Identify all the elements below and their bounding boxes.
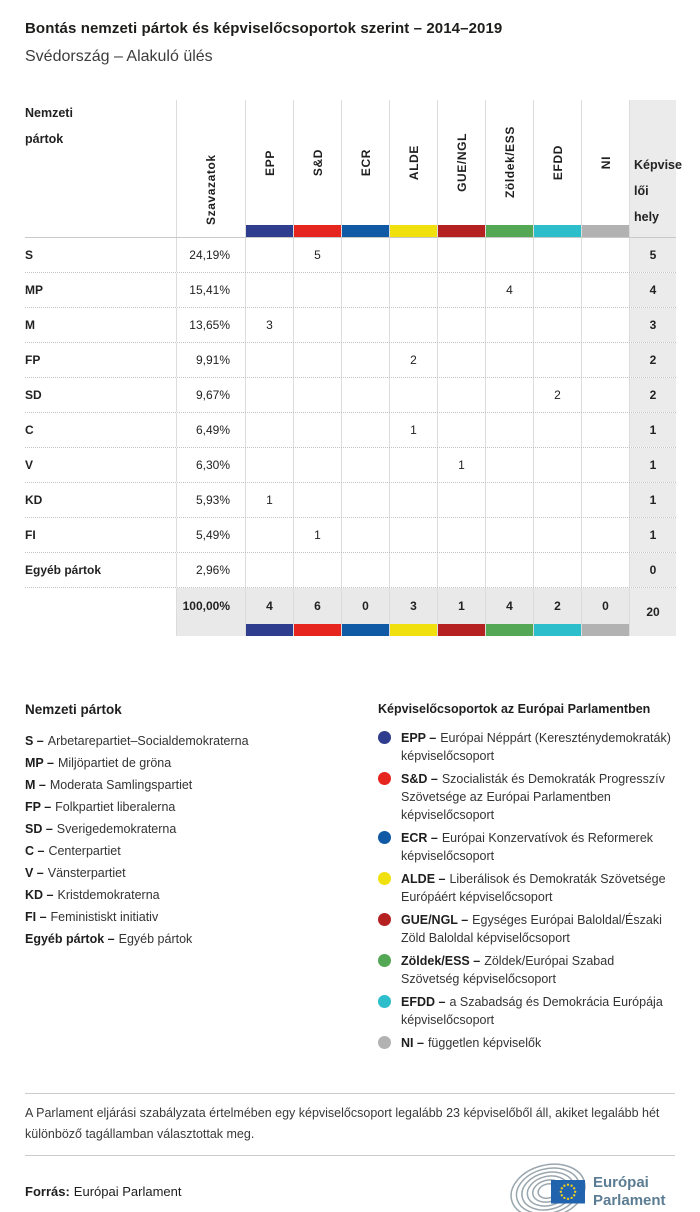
group-color-bar bbox=[582, 225, 629, 237]
seat-cell bbox=[485, 483, 533, 517]
seat-cell bbox=[245, 413, 293, 447]
group-description bbox=[401, 993, 675, 1029]
group-desc: Zöldek/Európai Szabad Szövetség képviselőcsoport bbox=[401, 954, 615, 986]
seat-cell bbox=[341, 308, 389, 342]
votes-percent: 5,93% bbox=[176, 483, 245, 517]
seat-cell bbox=[293, 413, 341, 447]
group-header-label: S&D bbox=[310, 148, 325, 177]
seat-cell bbox=[437, 308, 485, 342]
seats-column-header bbox=[629, 100, 682, 237]
results-table bbox=[25, 100, 682, 636]
seat-cell: 1 bbox=[437, 448, 485, 482]
party-abbr: M – bbox=[25, 778, 46, 792]
seat-cell bbox=[293, 343, 341, 377]
group-header-label: GUE/NGL bbox=[454, 133, 469, 192]
votes-percent: 13,65% bbox=[176, 308, 245, 342]
seat-cell bbox=[389, 553, 437, 587]
party-name: Folkpartiet liberalerna bbox=[55, 800, 176, 814]
party-abbr: FI – bbox=[25, 910, 47, 924]
group-color-bar bbox=[486, 624, 533, 636]
european-parliament-logo bbox=[506, 1162, 678, 1212]
totals-value: 3 bbox=[410, 599, 417, 613]
legend-party-item bbox=[25, 752, 378, 774]
party-name: Vänsterpartiet bbox=[47, 866, 126, 880]
seat-cell bbox=[437, 518, 485, 552]
group-color-dot bbox=[378, 731, 391, 744]
votes-header-label: Szavazatok bbox=[204, 154, 218, 225]
seat-cell bbox=[245, 378, 293, 412]
group-color-bar bbox=[246, 225, 293, 237]
group-header-label: ECR bbox=[358, 148, 373, 177]
party-abbr: V bbox=[25, 458, 34, 472]
group-column-header-sd bbox=[293, 100, 341, 237]
seat-cell bbox=[533, 483, 581, 517]
group-abbr: EPP – bbox=[401, 731, 437, 745]
party-header-line1: Nemzeti bbox=[25, 106, 73, 120]
seat-cell bbox=[437, 238, 485, 272]
totals-group-cell bbox=[437, 588, 485, 636]
seat-cell bbox=[533, 413, 581, 447]
group-description bbox=[401, 729, 675, 765]
group-color-bar bbox=[246, 624, 293, 636]
total-seats-cell: 1 bbox=[629, 483, 676, 517]
seat-cell bbox=[437, 553, 485, 587]
totals-group-cell bbox=[341, 588, 389, 636]
seat-cell bbox=[341, 343, 389, 377]
group-color-bar bbox=[294, 225, 341, 237]
party-name: Centerpartiet bbox=[48, 844, 121, 858]
group-header-label: EPP bbox=[262, 149, 277, 176]
group-column-header-alde bbox=[389, 100, 437, 237]
legends bbox=[0, 702, 700, 1057]
group-color-dot bbox=[378, 1036, 391, 1049]
table-row bbox=[25, 518, 676, 553]
total-seats-cell: 0 bbox=[629, 553, 676, 587]
legend-groups-heading: Képviselőcsoportok az Európai Parlamentben bbox=[378, 702, 651, 716]
votes-percent: 15,41% bbox=[176, 273, 245, 307]
party-abbr: V – bbox=[25, 866, 44, 880]
legend-party-item bbox=[25, 928, 378, 950]
seat-cell bbox=[389, 308, 437, 342]
group-description bbox=[401, 911, 675, 947]
seat-cell bbox=[581, 378, 629, 412]
seat-cell: 2 bbox=[533, 378, 581, 412]
source-line bbox=[25, 1184, 181, 1199]
page-subtitle: Svédország – Alakuló ülés bbox=[25, 48, 213, 65]
legend-party-item bbox=[25, 884, 378, 906]
legend-political-groups bbox=[378, 702, 675, 1057]
group-column-header-guengl bbox=[437, 100, 485, 237]
seat-cell: 5 bbox=[293, 238, 341, 272]
seat-cell bbox=[485, 413, 533, 447]
group-column-header-ecr bbox=[341, 100, 389, 237]
party-abbr: MP bbox=[25, 283, 43, 297]
party-column-header bbox=[25, 100, 176, 237]
totals-value: 4 bbox=[506, 599, 513, 613]
legend-group-item bbox=[378, 1034, 675, 1052]
total-seats-cell: 2 bbox=[629, 343, 676, 377]
legend-group-item bbox=[378, 729, 675, 765]
seat-cell bbox=[533, 553, 581, 587]
totals-group-cell bbox=[581, 588, 629, 636]
seat-cell bbox=[581, 343, 629, 377]
seat-cell bbox=[581, 413, 629, 447]
seat-cell bbox=[437, 343, 485, 377]
group-column-header-efdd bbox=[533, 100, 581, 237]
party-name: Kristdemokraterna bbox=[57, 888, 160, 902]
seat-cell bbox=[437, 378, 485, 412]
party-name: Feministiskt initiativ bbox=[50, 910, 159, 924]
seat-cell: 1 bbox=[389, 413, 437, 447]
party-abbr: Egyéb pártok bbox=[25, 563, 102, 577]
table-row bbox=[25, 413, 676, 448]
header bbox=[0, 0, 700, 66]
totals-votes: 100,00% bbox=[176, 588, 245, 636]
legend-group-item bbox=[378, 829, 675, 865]
total-seats-cell: 1 bbox=[629, 413, 676, 447]
group-color-dot bbox=[378, 872, 391, 885]
group-header-label: ALDE bbox=[406, 144, 421, 181]
seat-cell bbox=[389, 483, 437, 517]
totals-group-cell bbox=[485, 588, 533, 636]
group-header-label: NI bbox=[598, 155, 613, 170]
seat-cell bbox=[533, 308, 581, 342]
group-abbr: ECR – bbox=[401, 831, 438, 845]
legend-party-item bbox=[25, 796, 378, 818]
page-title: Bontás nemzeti pártok és képviselőcsoportok szerint – 2014–2019 bbox=[25, 20, 503, 37]
seat-cell bbox=[437, 273, 485, 307]
party-abbr: Egyéb pártok – bbox=[25, 932, 115, 946]
seat-cell bbox=[581, 553, 629, 587]
seat-cell bbox=[341, 238, 389, 272]
logo-text-line1: Európai bbox=[593, 1174, 649, 1191]
seat-cell bbox=[341, 518, 389, 552]
legend-party-item bbox=[25, 840, 378, 862]
group-desc: Egységes Európai Baloldal/Északi Zöld Baloldal képviselőcsoport bbox=[401, 913, 662, 945]
table-row bbox=[25, 378, 676, 413]
group-description bbox=[401, 870, 675, 906]
party-abbr: FI bbox=[25, 528, 36, 542]
seat-cell bbox=[485, 378, 533, 412]
seat-cell bbox=[485, 553, 533, 587]
total-seats-cell: 1 bbox=[629, 448, 676, 482]
seat-cell bbox=[245, 553, 293, 587]
seat-cell bbox=[533, 273, 581, 307]
seat-cell bbox=[341, 273, 389, 307]
seat-cell bbox=[533, 343, 581, 377]
seat-cell bbox=[389, 273, 437, 307]
seat-cell bbox=[293, 378, 341, 412]
group-color-bar bbox=[294, 624, 341, 636]
seat-cell bbox=[581, 273, 629, 307]
party-abbr: KD – bbox=[25, 888, 54, 902]
group-desc: független képviselők bbox=[427, 1036, 542, 1050]
legend-party-item bbox=[25, 730, 378, 752]
votes-percent: 6,49% bbox=[176, 413, 245, 447]
totals-group-cell bbox=[533, 588, 581, 636]
seat-cell bbox=[485, 343, 533, 377]
seat-cell bbox=[341, 483, 389, 517]
seat-cell bbox=[245, 448, 293, 482]
votes-percent: 6,30% bbox=[176, 448, 245, 482]
totals-seats: 20 bbox=[629, 588, 676, 636]
group-desc: Liberálisok és Demokraták Szövetsége Európáért képviselőcsoport bbox=[401, 872, 666, 904]
legend-party-item bbox=[25, 906, 378, 928]
total-seats-cell: 4 bbox=[629, 273, 676, 307]
group-color-dot bbox=[378, 995, 391, 1008]
party-name: Egyéb pártok bbox=[118, 932, 193, 946]
totals-group-cell bbox=[389, 588, 437, 636]
footnote: A Parlament eljárási szabályzata értelmében egy képviselőcsoport legalább 23 képviselőből áll, akiket legalább hét különböző tagállamban választottak meg. bbox=[25, 1106, 660, 1141]
votes-percent: 9,67% bbox=[176, 378, 245, 412]
party-name: Arbetarepartiet–Socialdemokraterna bbox=[47, 734, 249, 748]
seat-cell bbox=[389, 518, 437, 552]
party-abbr: SD – bbox=[25, 822, 53, 836]
group-description bbox=[401, 829, 675, 865]
seat-cell bbox=[245, 343, 293, 377]
seat-cell: 2 bbox=[389, 343, 437, 377]
votes-column-header bbox=[176, 100, 245, 237]
legend-group-item bbox=[378, 770, 675, 824]
group-description bbox=[401, 1034, 541, 1052]
group-color-bar bbox=[342, 225, 389, 237]
seat-cell bbox=[293, 273, 341, 307]
seat-cell bbox=[245, 273, 293, 307]
seat-cell bbox=[293, 483, 341, 517]
votes-percent: 5,49% bbox=[176, 518, 245, 552]
group-abbr: Zöldek/ESS – bbox=[401, 954, 481, 968]
table-row bbox=[25, 273, 676, 308]
party-name: Miljöpartiet de gröna bbox=[57, 756, 172, 770]
group-description bbox=[401, 770, 675, 824]
seat-cell: 4 bbox=[485, 273, 533, 307]
group-header-label: EFDD bbox=[550, 144, 565, 181]
legend-group-item bbox=[378, 952, 675, 988]
legend-group-item bbox=[378, 993, 675, 1029]
group-color-bar bbox=[390, 225, 437, 237]
party-abbr: KD bbox=[25, 493, 43, 507]
source-value: Európai Parlament bbox=[73, 1183, 182, 1199]
seat-cell bbox=[581, 448, 629, 482]
table-row bbox=[25, 343, 676, 378]
group-color-dot bbox=[378, 772, 391, 785]
seat-cell bbox=[341, 378, 389, 412]
group-desc: Európai Konzervatívok és Reformerek képviselőcsoport bbox=[401, 831, 654, 863]
party-abbr: C bbox=[25, 423, 34, 437]
legend-party-item bbox=[25, 818, 378, 840]
totals-value: 4 bbox=[266, 599, 273, 613]
party-name: Sverigedemokraterna bbox=[56, 822, 177, 836]
legend-party-item bbox=[25, 862, 378, 884]
group-header-label: Zöldek/ESS bbox=[502, 126, 517, 199]
votes-percent: 24,19% bbox=[176, 238, 245, 272]
total-seats-cell: 2 bbox=[629, 378, 676, 412]
seat-cell bbox=[341, 553, 389, 587]
logo-text-line2: Parlament bbox=[593, 1192, 666, 1209]
group-color-bar bbox=[438, 624, 485, 636]
party-header-line2: pártok bbox=[25, 132, 64, 146]
group-abbr: EFDD – bbox=[401, 995, 446, 1009]
group-column-header-ni bbox=[581, 100, 629, 237]
total-seats-cell: 5 bbox=[629, 238, 676, 272]
totals-group-cell bbox=[293, 588, 341, 636]
totals-value: 1 bbox=[458, 599, 465, 613]
seat-cell bbox=[581, 518, 629, 552]
seat-cell: 1 bbox=[293, 518, 341, 552]
seat-cell bbox=[341, 413, 389, 447]
group-color-bar bbox=[534, 225, 581, 237]
seat-cell bbox=[389, 378, 437, 412]
legend-party-item bbox=[25, 774, 378, 796]
seat-cell bbox=[533, 238, 581, 272]
table-header-row bbox=[25, 100, 682, 238]
party-name: Moderata Samlingspartiet bbox=[49, 778, 193, 792]
seat-cell bbox=[533, 448, 581, 482]
source-label: Forrás: bbox=[25, 1183, 70, 1199]
seats-header-line1: Képvise bbox=[634, 158, 682, 172]
table-row bbox=[25, 553, 676, 588]
seats-header-line2: lői hely bbox=[634, 184, 660, 224]
party-abbr: FP bbox=[25, 353, 41, 367]
seat-cell bbox=[581, 238, 629, 272]
seat-cell: 1 bbox=[245, 483, 293, 517]
group-color-bar bbox=[390, 624, 437, 636]
group-color-bar bbox=[582, 624, 629, 636]
party-abbr: S – bbox=[25, 734, 44, 748]
seat-cell bbox=[341, 448, 389, 482]
total-seats-cell: 1 bbox=[629, 518, 676, 552]
seat-cell bbox=[581, 308, 629, 342]
group-color-dot bbox=[378, 831, 391, 844]
seat-cell bbox=[485, 518, 533, 552]
group-color-dot bbox=[378, 913, 391, 926]
seat-cell bbox=[245, 518, 293, 552]
party-abbr: M bbox=[25, 318, 35, 332]
party-abbr: C – bbox=[25, 844, 45, 858]
group-desc: Szocialisták és Demokraták Progresszív Szövetsége az Európai Parlamentben képviselőcsoport bbox=[401, 772, 665, 822]
table-row bbox=[25, 238, 676, 273]
group-color-bar bbox=[438, 225, 485, 237]
seat-cell bbox=[293, 448, 341, 482]
legend-parties-heading: Nemzeti pártok bbox=[25, 702, 122, 717]
group-abbr: S&D – bbox=[401, 772, 438, 786]
seat-cell bbox=[293, 308, 341, 342]
group-desc: a Szabadság és Demokrácia Európája képviselőcsoport bbox=[401, 995, 663, 1027]
group-abbr: NI – bbox=[401, 1036, 424, 1050]
group-abbr: ALDE – bbox=[401, 872, 446, 886]
group-desc: Európai Néppárt (Kereszténydemokraták) képviselőcsoport bbox=[401, 731, 671, 763]
votes-percent: 2,96% bbox=[176, 553, 245, 587]
group-color-bar bbox=[534, 624, 581, 636]
seat-cell bbox=[437, 413, 485, 447]
seat-cell bbox=[389, 238, 437, 272]
totals-empty-cell bbox=[25, 588, 176, 636]
party-abbr: SD bbox=[25, 388, 42, 402]
table-row bbox=[25, 483, 676, 518]
totals-value: 0 bbox=[362, 599, 369, 613]
group-color-bar bbox=[486, 225, 533, 237]
total-seats-cell: 3 bbox=[629, 308, 676, 342]
group-abbr: GUE/NGL – bbox=[401, 913, 469, 927]
seat-cell bbox=[485, 308, 533, 342]
table-row bbox=[25, 308, 676, 343]
totals-group-cell bbox=[245, 588, 293, 636]
table-row bbox=[25, 448, 676, 483]
seat-cell bbox=[245, 238, 293, 272]
party-abbr: MP – bbox=[25, 756, 54, 770]
totals-value: 2 bbox=[554, 599, 561, 613]
totals-value: 6 bbox=[314, 599, 321, 613]
totals-value: 0 bbox=[602, 599, 609, 613]
legend-group-item bbox=[378, 911, 675, 947]
group-color-bar bbox=[342, 624, 389, 636]
group-description bbox=[401, 952, 675, 988]
seat-cell bbox=[485, 448, 533, 482]
seat-cell bbox=[533, 518, 581, 552]
group-column-header-epp bbox=[245, 100, 293, 237]
seat-cell: 3 bbox=[245, 308, 293, 342]
party-abbr: S bbox=[25, 248, 34, 262]
seat-cell bbox=[485, 238, 533, 272]
legend-group-item bbox=[378, 870, 675, 906]
footer bbox=[0, 1156, 700, 1212]
seat-cell bbox=[581, 483, 629, 517]
party-abbr: FP – bbox=[25, 800, 52, 814]
seat-cell bbox=[437, 483, 485, 517]
seat-cell bbox=[389, 448, 437, 482]
group-column-header-greens bbox=[485, 100, 533, 237]
seat-cell bbox=[293, 553, 341, 587]
legend-national-parties bbox=[25, 702, 378, 1057]
table-totals-row bbox=[25, 588, 676, 636]
votes-percent: 9,91% bbox=[176, 343, 245, 377]
group-color-dot bbox=[378, 954, 391, 967]
